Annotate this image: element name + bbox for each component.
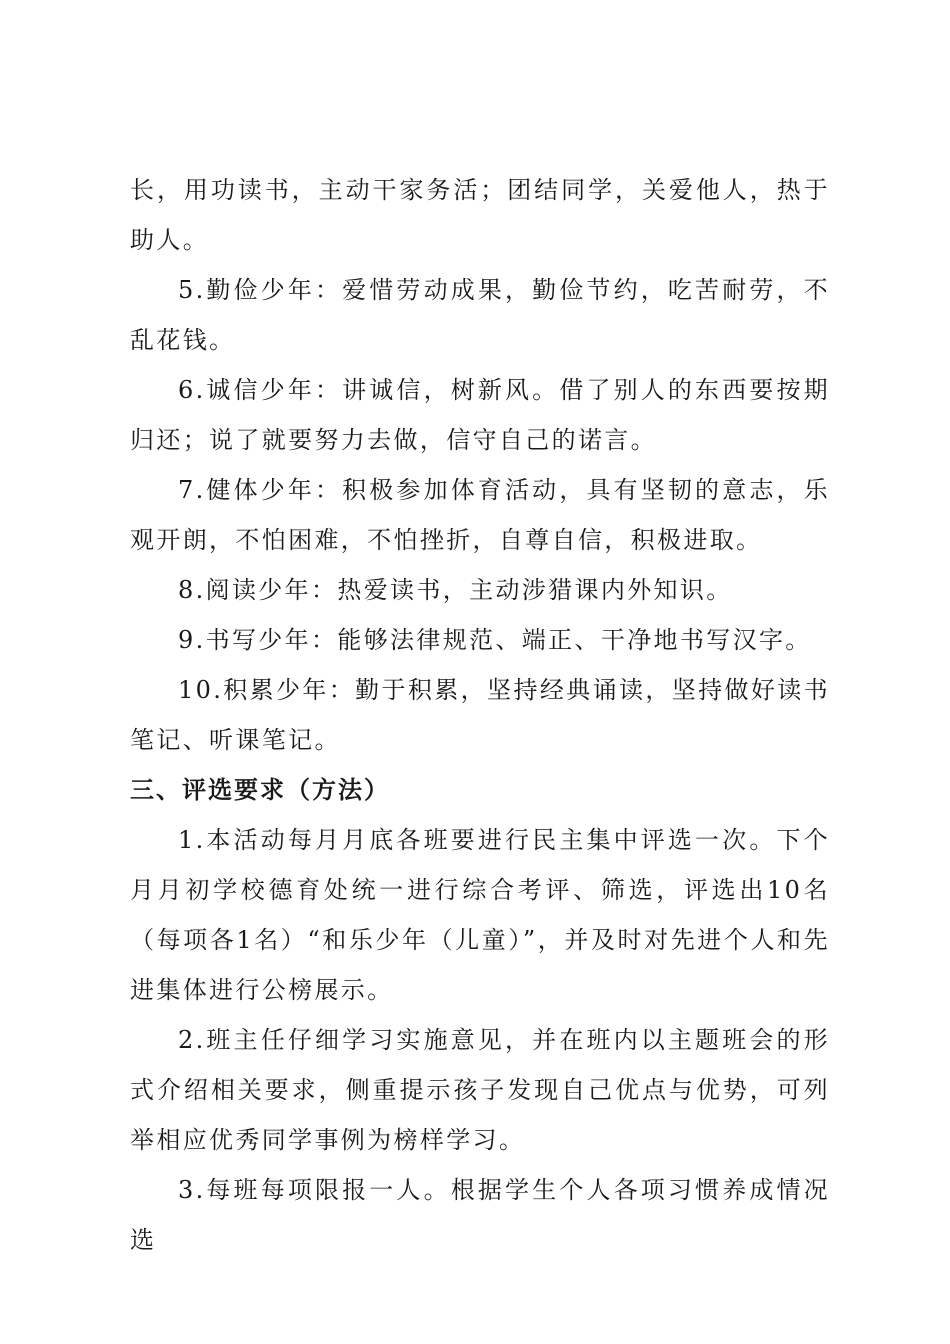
paragraph-item-7-fitness: 7.健体少年：积极参加体育活动，具有坚韧的意志，乐观开朗，不怕困难，不怕挫折，自尊自信，积极进取。 [130, 476, 830, 554]
paragraph-requirement-2: 2.班主任仔细学习实施意见，并在班内以主题班会的形式介绍相关要求，侧重提示孩子发现自己优点与优势，可列举相应优秀同学事例为榜样学习。 [130, 1026, 830, 1154]
section-heading-selection-requirements: 三、评选要求（方法） [130, 776, 390, 804]
paragraph-continuation: 长，用功读书，主动干家务活；团结同学，关爱他人，热于助人。 [130, 176, 830, 254]
paragraph-item-5-thrifty: 5.勤俭少年：爱惜劳动成果，勤俭节约，吃苦耐劳，不乱花钱。 [130, 276, 830, 354]
paragraph-item-10-accumulating: 10.积累少年：勤于积累，坚持经典诵读，坚持做好读书笔记、听课笔记。 [130, 676, 830, 754]
paragraph-requirement-3: 3.每班每项限报一人。根据学生个人各项习惯养成情况选 [130, 1176, 830, 1254]
paragraph-item-9-writing: 9.书写少年：能够法律规范、端正、干净地书写汉字。 [178, 626, 812, 654]
paragraph-requirement-1: 1.本活动每月月底各班要进行民主集中评选一次。下个月月初学校德育处统一进行综合考评、筛选，评选出10名（每项各1名）“和乐少年（儿童）”，并及时对先进个人和先进集体进行公榜展示。 [130, 826, 830, 1004]
paragraph-item-6-honest: 6.诚信少年：讲诚信，树新风。借了别人的东西要按期归还；说了就要努力去做，信守自己的诺言。 [130, 376, 830, 454]
document-body [130, 165, 830, 1265]
paragraph-item-8-reading: 8.阅读少年：热爱读书，主动涉猎课内外知识。 [178, 576, 733, 604]
